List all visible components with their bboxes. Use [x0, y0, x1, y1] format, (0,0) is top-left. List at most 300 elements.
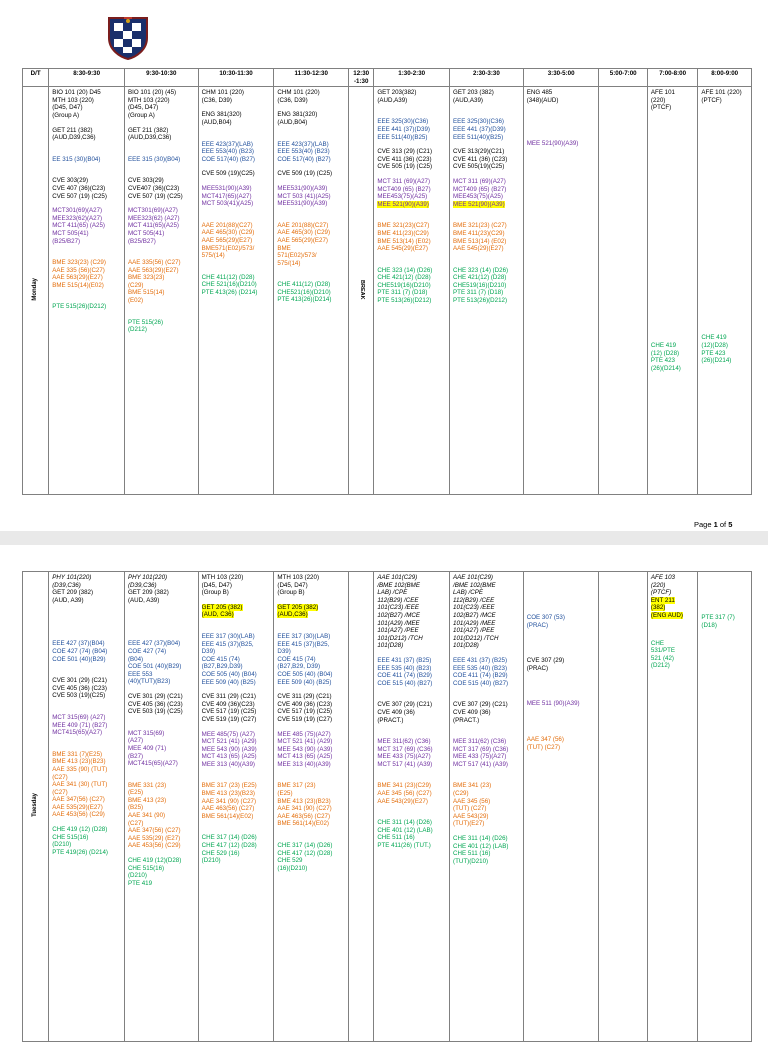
course-line: PTE 419(26) (D214): [52, 848, 108, 856]
course-line: (40)(TUT)(B23): [127, 678, 171, 686]
course-line: GET 209 (382): [127, 589, 169, 597]
course-line: CVE 503 (19) (C25): [127, 708, 183, 716]
course-line: AAE 463(56) (C27): [201, 805, 255, 813]
course-line: 101(A29) /MEE: [453, 619, 496, 627]
spacer: [202, 597, 271, 604]
spacer: [277, 724, 345, 731]
course-line: ENG 381(320): [277, 111, 318, 119]
course-line: AAE 347 (56): [526, 735, 564, 743]
slot-cell: [274, 87, 349, 495]
course-block: [202, 170, 271, 178]
course-block: [377, 201, 446, 209]
course-line: 102(B27) /MCE: [453, 611, 496, 619]
course-line: AAE 347(56) (C27): [127, 827, 181, 835]
course-line: MEE323(62)(A27): [52, 214, 103, 222]
slot-cell: [599, 572, 647, 1042]
course-line: CVE 303(29): [127, 177, 164, 185]
course-line: (D45, D47): [201, 581, 232, 589]
course-line: BME: [277, 244, 291, 252]
course-line: CHE 515(16): [127, 864, 165, 872]
course-line: 101(C23) /EEE: [377, 604, 419, 612]
course-line: CHE 515(16): [52, 833, 89, 841]
page-separator: [0, 531, 768, 545]
course-line: GET 203(382): [377, 89, 417, 97]
course-line: AAE 341 (90) (C27): [201, 797, 257, 805]
course-line: LAB) /CPE: [453, 589, 483, 597]
spacer: [52, 819, 121, 826]
spacer: [277, 127, 345, 141]
course-line: EEE 415 (37)(B25,: [277, 640, 330, 648]
course-line: GET 205 (382): [277, 603, 319, 611]
header-row: [23, 69, 752, 87]
course-line: (TUT)(D210): [453, 857, 489, 865]
course-line: MTH 103 (220): [201, 574, 244, 581]
spacer: [52, 663, 121, 677]
course-line: CVE407 (36)(C23): [127, 184, 180, 192]
course-block: [128, 640, 195, 686]
course-line: /BME 102(BME: [377, 581, 420, 589]
course-line: CHE 323 (14) (D26): [377, 266, 433, 274]
course-block: [453, 574, 520, 650]
spacer: [277, 163, 345, 170]
course-block: [277, 141, 345, 164]
course-block: [453, 782, 520, 828]
course-line: D39): [201, 648, 216, 656]
course-line: AFE 101 (220): [701, 89, 742, 97]
course-line: 575/(14): [201, 252, 225, 260]
course-line: (PTCF): [701, 96, 722, 104]
header-cell: 7:00-8:00: [647, 69, 697, 87]
spacer: [128, 120, 195, 127]
course-line: PTE 513(26)(D212): [453, 297, 508, 305]
spacer: [277, 768, 345, 782]
course-line: 101(D28): [377, 642, 404, 650]
spacer: [202, 208, 271, 222]
spacer: [453, 650, 520, 657]
slot-cell: [523, 572, 599, 1042]
course-line: MEE 511 (90)(A39): [526, 700, 580, 708]
spacer: [527, 574, 596, 614]
course-block: [202, 185, 271, 208]
course-line: (C29): [127, 281, 144, 289]
slot-cell: [124, 87, 198, 495]
course-line: COE 415 (74): [277, 655, 316, 663]
course-line: CHE 311 (14) (D26): [453, 835, 508, 843]
timetable-page-2: [0, 545, 768, 1024]
course-line: BME 515(14)(E02): [52, 281, 104, 289]
course-block: [701, 334, 748, 364]
course-line: (12)(D28): [701, 341, 728, 349]
spacer: [377, 208, 446, 222]
course-line: MEE 311(62) (C36): [453, 738, 507, 746]
course-line: CHE 529 (16): [201, 849, 240, 857]
course-line: (PTCF): [650, 589, 672, 597]
course-block: [453, 657, 520, 687]
course-line: AAE 101(C29): [453, 574, 493, 581]
course-line: (D45, D47): [127, 104, 159, 112]
course-line: CVE 407 (36)(C23): [52, 184, 106, 192]
course-line: MCT301(69)(A27): [52, 207, 103, 215]
course-line: CHE 419: [701, 334, 727, 342]
course-block: [202, 693, 271, 723]
spacer: [277, 619, 345, 633]
course-line: MEE453(75)(A25): [453, 193, 503, 201]
course-line: (AUD,C36): [277, 611, 308, 619]
course-block: [527, 614, 596, 629]
course-block: [453, 738, 520, 768]
spacer: [202, 163, 271, 170]
course-line: EEE 509 (40) (B25): [201, 678, 256, 686]
course-block: [52, 826, 121, 856]
course-line: (12) (D28): [650, 349, 680, 357]
course-line: COE 515 (40) (B27): [453, 679, 509, 687]
spacer: [377, 687, 446, 701]
course-line: MEE 543 (90) (A39): [201, 745, 257, 753]
spacer: [277, 267, 345, 281]
course-line: PTE 513(26)(D212): [377, 297, 432, 305]
course-line: GET 211 (382): [52, 126, 93, 134]
spacer: [377, 253, 446, 267]
header-cell: 8:30-9:30: [49, 69, 125, 87]
course-line: MCT 505(41): [127, 229, 165, 237]
course-line: EEE 423(37)(LAB): [277, 140, 329, 148]
course-block: [52, 89, 121, 119]
course-line: BME 513(14) (E02): [377, 237, 431, 245]
spacer: [128, 850, 195, 857]
course-line: MCT 315(69): [127, 729, 165, 737]
course-line: CVE 311 (29) (C21): [277, 693, 332, 701]
course-line: CVE 505(19)(C25): [453, 163, 505, 171]
course-line: BME 317 (23) (E25): [201, 782, 257, 790]
course-block: [128, 177, 195, 200]
monday-row: [23, 87, 752, 495]
header-cell: 1:30-2:30: [374, 69, 450, 87]
course-block: [277, 604, 345, 619]
course-block: [527, 657, 596, 672]
course-line: GET 205 (382): [201, 603, 243, 611]
course-line: AAE 453(56) (C29): [52, 811, 105, 819]
spacer: [202, 127, 271, 141]
course-block: [277, 574, 345, 597]
course-line: CHE 417 (12) (D28): [201, 842, 257, 850]
spacer: [527, 672, 596, 700]
course-line: PTE 515(26): [127, 318, 164, 326]
course-block: [377, 657, 446, 687]
course-line: CVE 405 (36) (C23): [127, 700, 183, 708]
course-line: CVE 507 (19) (C25): [52, 192, 107, 200]
course-line: MCT 311 (69)(A27): [453, 177, 506, 185]
course-block: [377, 701, 446, 724]
spacer: [52, 737, 121, 751]
header-cell: 11:30-12:30: [274, 69, 349, 87]
course-line: EEE 423(37)(LAB): [201, 140, 253, 148]
spacer: [701, 594, 748, 614]
course-block: [527, 736, 596, 751]
course-block: [128, 574, 195, 589]
course-line: CVE 409 (36): [377, 708, 415, 716]
header-cell: 8:00-9:00: [698, 69, 752, 87]
course-line: PTE 411(26) (TUT.): [377, 842, 431, 850]
course-line: ENG 485: [526, 89, 553, 97]
course-line: CVE 301 (29) (C21): [52, 677, 107, 685]
course-line: MEE 433 (75)(A27): [377, 753, 431, 761]
course-block: [52, 751, 121, 819]
course-line: MTH 103 (220): [127, 96, 170, 104]
slot-cell: [698, 87, 752, 495]
course-line: CVE 409 (36): [453, 708, 491, 716]
course-line: AAE 201(88)(C27): [201, 221, 253, 229]
slot-cell: [124, 572, 198, 1042]
course-block: [202, 633, 271, 686]
course-line: BME 331 (7)(E25): [52, 750, 103, 758]
course-block: [377, 222, 446, 252]
course-line: MCT 517 (41) (A39): [377, 760, 433, 768]
course-line: AAE 535(29)(E27): [52, 803, 103, 811]
course-block: [128, 319, 195, 334]
slot-cell: [647, 572, 697, 1042]
course-line: AAE 545(29)(E27): [453, 245, 504, 253]
course-line: ENT 211: [650, 596, 675, 604]
course-line: BME 515(14): [127, 289, 165, 297]
course-line: AAE 335(56) (C27): [127, 259, 181, 267]
course-line: COE 517(40) (B27): [201, 155, 255, 163]
course-line: (E02): [127, 297, 144, 305]
course-line: CVE 503 (19)(C25): [52, 692, 106, 700]
course-line: AAE 565(29)(E27): [201, 236, 253, 244]
course-block: [202, 731, 271, 769]
course-block: [52, 677, 121, 700]
course-block: [128, 857, 195, 887]
course-line: CVE 313(29)(C21): [453, 148, 505, 156]
course-line: MCT409 (65) (B27): [453, 185, 507, 193]
spacer: [202, 619, 271, 633]
course-line: CVE 313 (29) (C21): [377, 148, 433, 156]
course-line: AAE 347(56) (C27): [52, 796, 105, 804]
course-line: CVE 519 (19) (C27): [277, 715, 333, 723]
course-line: CVE 409 (36) (C23): [277, 700, 333, 708]
course-line: PTE 311 (7) (D18): [377, 289, 428, 297]
course-line: (D210): [52, 841, 72, 849]
course-block: [277, 185, 345, 208]
course-line: MEE 313 (40)(A39): [201, 760, 255, 768]
course-block: [128, 89, 195, 119]
slot-cell: [599, 87, 647, 495]
spacer: [453, 253, 520, 267]
course-line: (AUD,A39): [453, 96, 483, 104]
course-block: [202, 782, 271, 820]
course-line: EEE 317 (30)(LAB): [277, 632, 331, 640]
course-line: MEE323(62) (A27): [127, 214, 180, 222]
course-line: MCT 505(41): [52, 229, 89, 237]
spacer: [377, 805, 446, 819]
course-block: [277, 731, 345, 769]
course-line: CHE 529: [277, 857, 303, 865]
course-line: BME 323(23): [127, 274, 165, 282]
course-line: (AUD, C36): [201, 611, 234, 619]
course-block: [453, 89, 520, 104]
course-line: (D45, D47): [277, 581, 308, 589]
slot-cell: [349, 87, 374, 495]
course-block: [377, 267, 446, 305]
course-block: [128, 730, 195, 768]
course-block: [128, 207, 195, 245]
course-line: (D210): [127, 872, 147, 880]
course-line: AAE 201(88)(C27): [277, 221, 329, 229]
course-line: CHE 401 (12) (LAB): [453, 842, 509, 850]
course-line: (16)(D210): [277, 864, 308, 872]
course-block: [377, 782, 446, 805]
course-line: (220): [650, 96, 666, 104]
course-line: (B27,B29,D39): [201, 663, 243, 671]
course-line: PHY 101(220): [52, 574, 92, 581]
spacer: [453, 208, 520, 222]
course-line: MTH 103 (220): [277, 574, 319, 581]
course-line: (AUD,A39): [377, 96, 408, 104]
course-line: 101(D212) /TCH: [453, 634, 499, 642]
spacer: [701, 574, 748, 594]
course-line: AAE 345 (56): [453, 797, 491, 805]
spacer: [52, 142, 121, 156]
course-line: CVE 509 (19) (C25): [277, 170, 333, 178]
spacer: [527, 708, 596, 736]
course-block: [52, 640, 121, 663]
course-line: MEE 543 (90) (A39): [277, 745, 333, 753]
course-line: BME 513(14) (E02): [453, 237, 507, 245]
spacer: [453, 171, 520, 178]
spacer: [52, 200, 121, 207]
header-cell: 3:30-5:00: [523, 69, 599, 87]
course-block: [377, 118, 446, 141]
course-line: AAE 465(30) (C29): [277, 229, 331, 237]
course-line: MEE 433 (75)(A27): [453, 753, 507, 761]
spacer: [377, 104, 446, 118]
header-cell: 2:30-3:30: [450, 69, 524, 87]
course-block: [52, 127, 121, 142]
spacer: [52, 120, 121, 127]
course-line: 575/(14): [277, 259, 301, 267]
slot-cell: [647, 87, 697, 495]
course-line: (PTCF): [650, 104, 672, 112]
course-block: [453, 267, 520, 305]
slot-cell: [198, 572, 274, 1042]
course-line: CHE 411(12) (D28): [277, 281, 331, 289]
course-block: [453, 201, 520, 209]
course-block: [277, 111, 345, 126]
spacer: [453, 141, 520, 148]
course-line: COE 415 (74): [201, 655, 240, 663]
course-line: (B27,B29, D39): [277, 663, 321, 671]
slot-cell: [523, 87, 599, 495]
course-line: MEE531(90)(A39): [201, 184, 252, 192]
course-line: BME 323(23) (C29): [52, 259, 106, 267]
course-block: [128, 693, 195, 716]
course-line: MCT 517 (41) (A39): [453, 760, 508, 768]
course-line: GET 209 (382): [52, 589, 94, 597]
course-line: (AUD, A39): [52, 596, 84, 604]
course-line: PTE 317 (7): [701, 614, 735, 621]
break-label: BREAK: [359, 279, 365, 300]
course-line: 101(D28): [453, 642, 479, 650]
course-line: AAE 345 (56) (C27): [377, 790, 432, 798]
spacer: [128, 604, 195, 640]
course-line: COE 411 (74) (B29): [377, 672, 432, 680]
course-line: 521 (42): [650, 654, 674, 662]
spacer: [277, 828, 345, 842]
course-block: [52, 207, 121, 245]
course-line: CVE 307 (29) (C21): [453, 701, 508, 709]
course-line: EEE 535 (40) (B23): [377, 664, 432, 672]
course-line: EEE 441 (37)(D39): [377, 125, 430, 133]
timetable-tuesday: [22, 571, 752, 1042]
course-line: EEE 431 (37) (B25): [453, 656, 508, 664]
course-line: (C36, D39): [201, 96, 232, 104]
header-cell: 5:00-7:00: [599, 69, 647, 87]
course-line: COE 515 (40) (B27): [377, 679, 433, 687]
course-line: EE 315 (30)(B04): [52, 155, 101, 163]
course-block: [128, 782, 195, 850]
course-line: CVE 517 (19) (C25): [277, 708, 333, 716]
spacer: [277, 597, 345, 604]
course-block: [202, 222, 271, 260]
course-line: CHE 421(12) (D28): [453, 274, 507, 282]
slot-cell: [450, 87, 524, 495]
course-line: CVE 519 (19) (C27): [201, 715, 257, 723]
course-block: [202, 834, 271, 864]
course-line: CHE 419 (12)(D28): [127, 857, 182, 865]
slot-cell: [374, 572, 450, 1042]
spacer: [377, 650, 446, 657]
course-block: [202, 141, 271, 164]
spacer: [128, 686, 195, 693]
course-line: COE 501 (40)(B29): [52, 655, 106, 663]
course-line: AFE 103: [650, 574, 675, 581]
course-line: BIO 101 (20) D45: [52, 89, 101, 97]
course-line: EEE 427 (37)(B04): [52, 640, 105, 648]
course-line: EEE 511(40)(B25): [377, 133, 428, 141]
course-line: EEE 553: [127, 670, 153, 678]
course-line: CVE 307 (29): [526, 657, 565, 665]
course-line: EEE 553(40) (B23): [201, 148, 254, 156]
course-line: (26)(D214): [701, 357, 732, 365]
course-line: EEE 431 (37) (B25): [377, 656, 432, 664]
course-line: PTE 515(26)(D212): [52, 303, 107, 311]
course-line: AAE 543(29)(E27): [377, 797, 428, 805]
course-line: CHE 311 (14) (D26): [377, 819, 432, 827]
course-line: COE 307 (53): [526, 614, 565, 621]
course-line: BME 411(23)(C29): [377, 229, 429, 237]
header-cell: D/T: [23, 69, 49, 87]
course-block: [52, 177, 121, 200]
course-block: [202, 89, 271, 104]
course-line: CHE 323 (14) (D26): [453, 266, 509, 274]
course-line: (D39,C36): [127, 581, 157, 589]
course-line: (A27): [127, 737, 144, 745]
course-block: [651, 640, 694, 670]
course-line: ENG 381(320): [201, 111, 242, 119]
course-line: (Group A): [52, 111, 80, 119]
course-line: CHE 411(12) (D28): [201, 273, 255, 281]
course-block: [453, 701, 520, 724]
course-line: 101(C23) /EEE: [453, 604, 495, 612]
slot-cell: [698, 572, 752, 1042]
course-line: MEE 409 (71) (B27): [52, 721, 108, 729]
course-line: 112(B29) /CEE: [453, 596, 495, 604]
course-block: [52, 714, 121, 737]
day-label: Monday: [31, 278, 38, 301]
course-line: COE 505 (40) (B04): [277, 670, 333, 678]
course-block: [202, 604, 271, 619]
course-line: (C29): [453, 790, 469, 798]
